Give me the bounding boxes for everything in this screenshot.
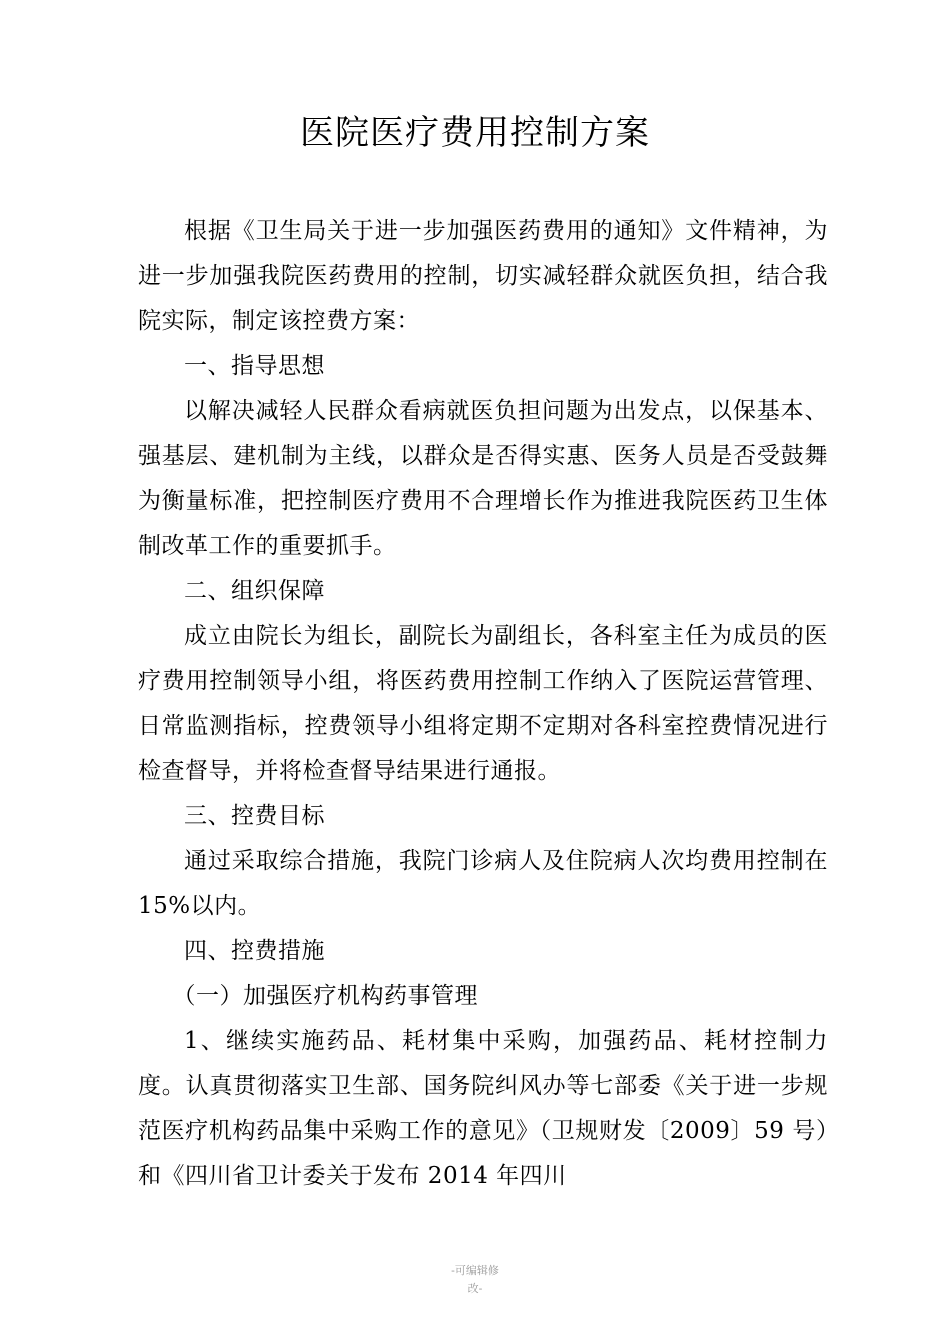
targets-paragraph: 通过采取综合措施，我院门诊病人及住院病人次均费用控制在 15%以内。 xyxy=(138,848,828,919)
footer-line-1: -可编辑修 xyxy=(451,1264,499,1277)
section-heading-targets: 三、控费目标 xyxy=(184,803,325,829)
guiding-thought-paragraph: 以解决减轻人民群众看病就医负担问题为出发点，以保基本、强基层、建机制为主线，以群众是否得实惠、医务人员是否受鼓舞为衡量标准，把控制医疗费用不合理增长作为推进我院医药卫生体制改革工作的重要抓手。 xyxy=(138,398,828,559)
document-title: 医院医疗费用控制方案 xyxy=(300,113,650,153)
page-footer xyxy=(0,1262,950,1298)
document-body xyxy=(138,209,828,1199)
intro-paragraph: 根据《卫生局关于进一步加强医药费用的通知》文件精神，为进一步加强我院医药费用的控制，切实减轻群众就医负担，结合我院实际，制定该控费方案： xyxy=(138,218,828,334)
section-heading-guiding-thought: 一、指导思想 xyxy=(184,353,325,379)
section-heading-measures: 四、控费措施 xyxy=(184,938,325,964)
measure-1-paragraph: 1、继续实施药品、耗材集中采购，加强药品、耗材控制力度。认真贯彻落实卫生部、国务院纠风办等七部委《关于进一步规范医疗机构药品集中采购工作的意见》（卫规财发〔2009〕59 号）和《四川省卫计委关于发布 2014 年四川 xyxy=(138,1028,828,1189)
footer-line-2: 改- xyxy=(467,1282,483,1295)
section-heading-organization: 二、组织保障 xyxy=(184,578,325,604)
subsection-heading-pharmacy: （一）加强医疗机构药事管理 xyxy=(172,983,478,1009)
organization-paragraph: 成立由院长为组长，副院长为副组长，各科室主任为成员的医疗费用控制领导小组，将医药费用控制工作纳入了医院运营管理、日常监测指标，控费领导小组将定期不定期对各科室控费情况进行检查督导，并将检查督导结果进行通报。 xyxy=(138,623,828,784)
